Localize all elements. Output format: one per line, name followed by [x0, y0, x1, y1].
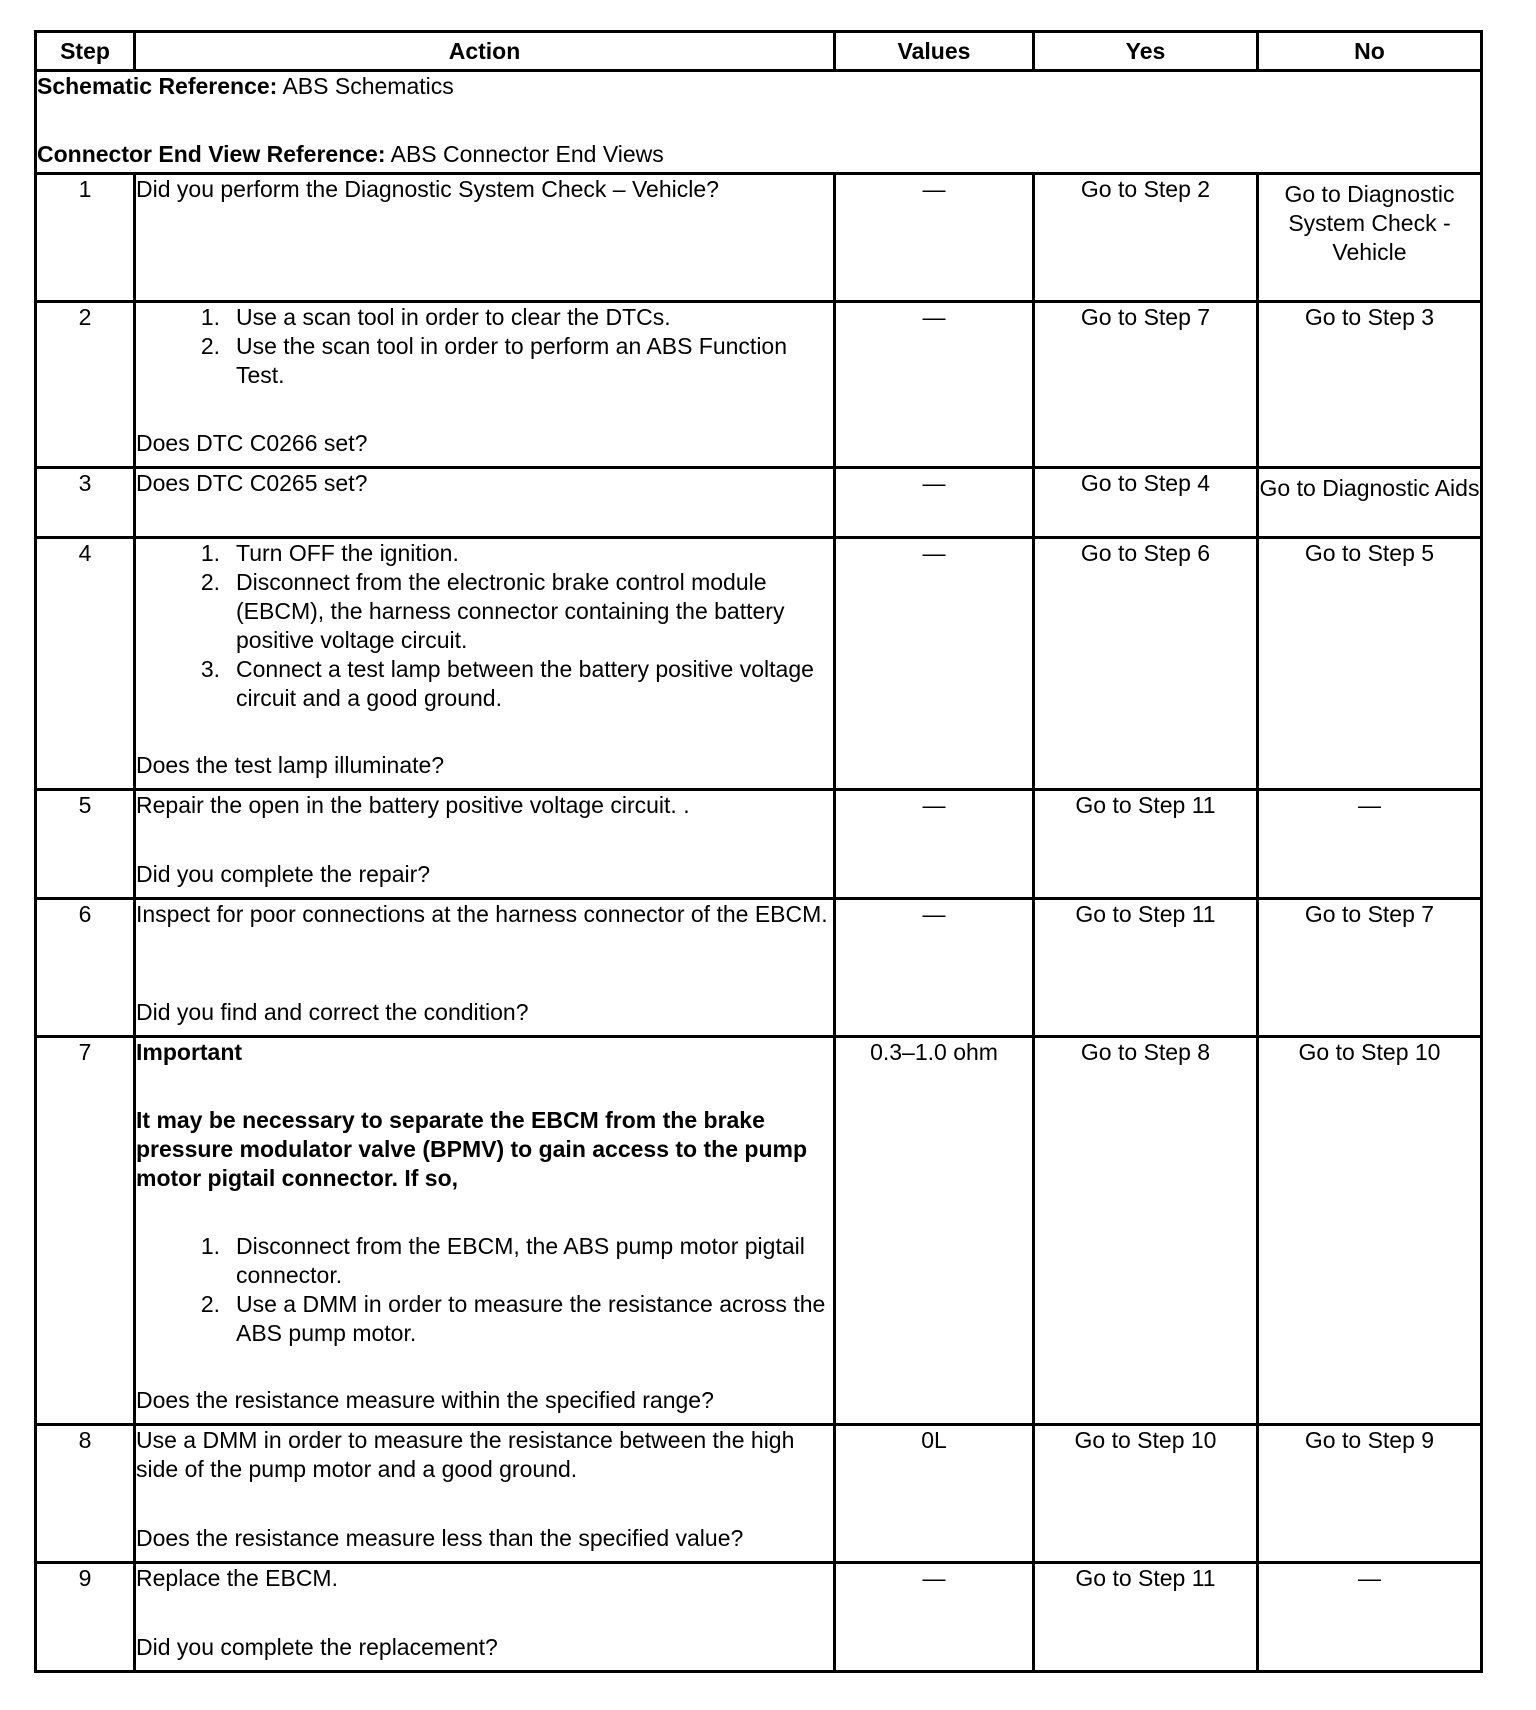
- step-number: 9: [36, 1563, 135, 1672]
- action-text: Repair the open in the battery positive voltage circuit. .: [136, 792, 690, 818]
- action-cell: [135, 790, 835, 899]
- value-cell: —: [835, 468, 1034, 538]
- diagnostic-table: [34, 30, 1483, 1673]
- connector-reference-label: Connector End View Reference:: [37, 141, 386, 167]
- yes-cell: Go to Step 10: [1034, 1425, 1258, 1563]
- value-cell: —: [835, 1563, 1034, 1672]
- schematic-reference: [37, 72, 1480, 101]
- table-row: [36, 538, 1482, 790]
- list-item: 3. Connect a test lamp between the battery positive voltage circuit and a good ground.: [200, 656, 814, 711]
- action-steps: [136, 539, 833, 713]
- action-cell: [135, 899, 835, 1037]
- action-cell: [135, 468, 835, 538]
- action-question: Did you complete the replacement?: [136, 1634, 498, 1660]
- action-cell: [135, 1563, 835, 1672]
- no-cell: Go to Step 7: [1258, 899, 1482, 1037]
- yes-cell: Go to Step 7: [1034, 302, 1258, 468]
- no-cell: Go to Diagnostic System Check - Vehicle: [1258, 174, 1482, 302]
- header-row: [36, 32, 1482, 71]
- no-cell: Go to Step 9: [1258, 1425, 1482, 1563]
- action-cell: [135, 174, 835, 302]
- list-item: 2. Use a DMM in order to measure the resistance across the ABS pump motor.: [200, 1291, 826, 1346]
- no-cell: Go to Step 3: [1258, 302, 1482, 468]
- reference-cell: [36, 71, 1482, 174]
- step-number: 5: [36, 790, 135, 899]
- table-row: [36, 899, 1482, 1037]
- value-cell: —: [835, 899, 1034, 1037]
- header-yes: Yes: [1034, 32, 1258, 71]
- no-cell: —: [1258, 1563, 1482, 1672]
- no-cell: Go to Diagnostic Aids: [1258, 468, 1482, 538]
- header-values: Values: [835, 32, 1034, 71]
- action-cell: [135, 1037, 835, 1425]
- list-item: 1. Disconnect from the EBCM, the ABS pump motor pigtail connector.: [200, 1233, 805, 1288]
- schematic-reference-value: ABS Schematics: [277, 73, 454, 99]
- action-text: Use a DMM in order to measure the resistance between the high side of the pump motor and a good ground.: [136, 1427, 795, 1482]
- action-cell: [135, 538, 835, 790]
- value-cell: —: [835, 538, 1034, 790]
- value-cell: —: [835, 790, 1034, 899]
- action-cell: [135, 302, 835, 468]
- table-row: [36, 1037, 1482, 1425]
- step-number: 6: [36, 899, 135, 1037]
- no-cell: Go to Step 5: [1258, 538, 1482, 790]
- no-cell: Go to Step 10: [1258, 1037, 1482, 1425]
- yes-cell: Go to Step 11: [1034, 899, 1258, 1037]
- action-text: Inspect for poor connections at the harness connector of the EBCM.: [136, 901, 828, 927]
- header-no: No: [1258, 32, 1482, 71]
- step-number: 1: [36, 174, 135, 302]
- reference-row: [36, 71, 1482, 174]
- action-question: Does the resistance measure less than the specified value?: [136, 1525, 744, 1551]
- action-text: Replace the EBCM.: [136, 1565, 338, 1591]
- action-cell: [135, 1425, 835, 1563]
- action-question: Did you find and correct the condition?: [136, 999, 529, 1025]
- action-text: Does DTC C0265 set?: [136, 470, 368, 496]
- list-item: 1. Turn OFF the ignition.: [200, 540, 459, 566]
- important-title: Important: [136, 1039, 243, 1065]
- action-steps: [136, 1232, 833, 1348]
- schematic-reference-label: Schematic Reference:: [37, 73, 278, 99]
- yes-cell: Go to Step 11: [1034, 790, 1258, 899]
- table-row: [36, 174, 1482, 302]
- step-number: 2: [36, 302, 135, 468]
- list-item: 1. Use a scan tool in order to clear the DTCs.: [200, 304, 671, 330]
- yes-cell: Go to Step 4: [1034, 468, 1258, 538]
- connector-reference: [37, 140, 1480, 169]
- table-row: [36, 302, 1482, 468]
- table-row: [36, 1425, 1482, 1563]
- yes-cell: Go to Step 2: [1034, 174, 1258, 302]
- step-number: 4: [36, 538, 135, 790]
- value-cell: 0.3–1.0 ohm: [835, 1037, 1034, 1425]
- list-item: 2. Use the scan tool in order to perform an ABS Function Test.: [200, 333, 788, 388]
- yes-cell: Go to Step 11: [1034, 1563, 1258, 1672]
- table-row: [36, 468, 1482, 538]
- step-number: 7: [36, 1037, 135, 1425]
- action-question: Does the test lamp illuminate?: [136, 752, 445, 778]
- action-question: Does the resistance measure within the specified range?: [136, 1387, 714, 1413]
- table-row: [36, 790, 1482, 899]
- value-cell: —: [835, 302, 1034, 468]
- header-step: Step: [36, 32, 135, 71]
- value-cell: —: [835, 174, 1034, 302]
- no-cell: —: [1258, 790, 1482, 899]
- header-action: Action: [135, 32, 835, 71]
- list-item: 2. Disconnect from the electronic brake control module (EBCM), the harness connector containing the battery positive voltage circuit.: [200, 569, 785, 653]
- table-row: [36, 1563, 1482, 1672]
- action-steps: [136, 303, 833, 390]
- action-text: Did you perform the Diagnostic System Check – Vehicle?: [136, 176, 719, 202]
- step-number: 8: [36, 1425, 135, 1563]
- yes-cell: Go to Step 6: [1034, 538, 1258, 790]
- action-question: Did you complete the repair?: [136, 861, 431, 887]
- value-cell: 0L: [835, 1425, 1034, 1563]
- important-text: It may be necessary to separate the EBCM from the brake pressure modulator valve (BPMV) to gain access to the pump motor pigtail connector. If so,: [136, 1107, 807, 1191]
- step-number: 3: [36, 468, 135, 538]
- connector-reference-value: ABS Connector End Views: [385, 141, 664, 167]
- action-question: Does DTC C0266 set?: [136, 430, 368, 456]
- yes-cell: Go to Step 8: [1034, 1037, 1258, 1425]
